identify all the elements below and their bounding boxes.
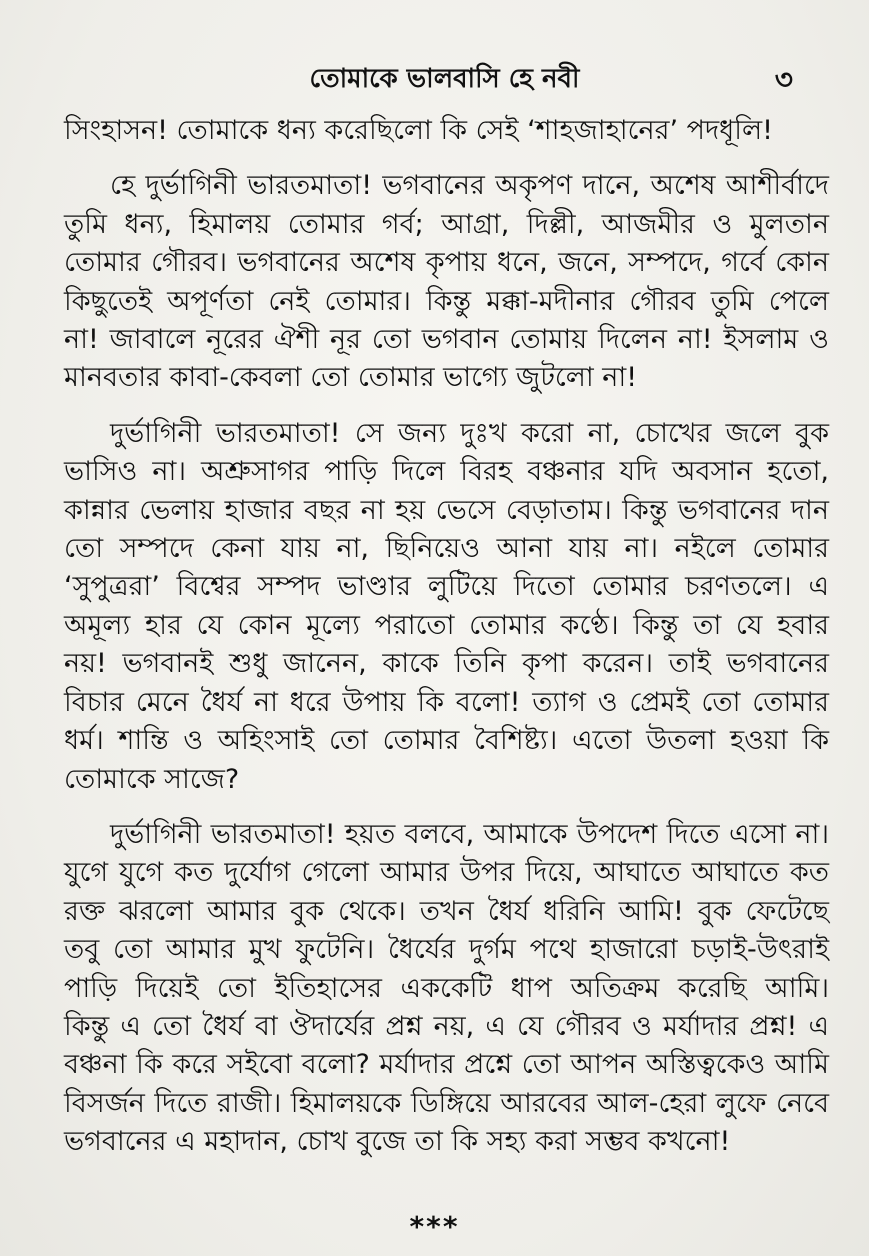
text-line: দুর্ভাগিনী ভারতমাতা! হয়ত বলবে, আমাকে উপদেশ দিতে এসো না। <box>110 818 829 850</box>
page-number: ৩ <box>774 63 793 96</box>
text-line: সিংহাসন! তোমাকে ধন্য করেছিলো কি সেই ‘শাহজাহানের’ পদধূলি! <box>64 115 773 146</box>
text-line: মানবতার কাবা-কেবলা তো তোমার ভাগ্যে জুটলো না! <box>64 362 638 394</box>
text-line: বিসর্জন দিতে রাজী। হিমালয়কে ডিঙ্গিয়ে আরবের আল-হেরা লুফে নেবে <box>64 1087 829 1119</box>
text-line: ‘সুপুত্ররা’ বিশ্বের সম্পদ ভাণ্ডার লুটিয়ে দিতো তোমার চরণতলে। এ <box>64 571 829 603</box>
body-text <box>64 112 829 1179</box>
running-title: তোমাকে ভালবাসি হে নবী <box>309 64 580 94</box>
text-line: হে দুর্ভাগিনী ভারতমাতা! ভগবানের অকৃপণ দানে, অশেষ আশীর্বাদে <box>110 170 829 202</box>
section-end-mark: *** <box>409 1210 460 1243</box>
text-line: কান্নার ভেলায় হাজার বছর না হয় ভেসে বেড়াতাম। কিন্তু ভগবানের দান <box>64 494 829 526</box>
text-line: কিছুতেই অপূর্ণতা নেই তোমার। কিন্তু মক্কা-মদীনার গৌরব তুমি পেলে <box>64 285 829 317</box>
running-header <box>60 58 829 98</box>
text-line: তোমাকে সাজে? <box>64 763 240 795</box>
text-line: কিন্তু এ তো ধৈর্য বা ঔদার্যের প্রশ্ন নয়, এ যে গৌরব ও মর্যাদার প্রশ্ন! এ <box>64 1010 829 1042</box>
paragraph <box>64 816 829 1162</box>
text-line: দুর্ভাগিনী ভারতমাতা! সে জন্য দুঃখ করো না, চোখের জলে বুক <box>110 417 829 449</box>
text-line: না! জাবালে নূরের ঐশী নূর তো ভগবান তোমায় দিলেন না! ইসলাম ও <box>64 324 829 356</box>
text-line: অমূল্য হার যে কোন মূল্যে পরাতো তোমার কণ্ঠে। কিন্তু তা যে হবার <box>64 609 829 641</box>
text-line: তবু তো আমার মুখ ফুটেনি। ধৈর্যের দুর্গম পথে হাজারো চড়াই-উৎরাই <box>64 934 829 966</box>
text-line: ধর্ম। শান্তি ও অহিংসাই তো তোমার বৈশিষ্ট্য। এতো উতলা হওয়া কি <box>64 725 829 757</box>
text-line: তো সম্পদে কেনা যায় না, ছিনিয়েও আনা যায় না। নইলে তোমার <box>64 533 829 565</box>
text-line: তুমি ধন্য, হিমালয় তোমার গর্ব; আগ্রা, দিল্লী, আজমীর ও মুলতান <box>64 208 829 240</box>
text-line: বঞ্চনা কি করে সইবো বলো? মর্যাদার প্রশ্নে তো আপন অস্তিত্বকেও আমি <box>64 1049 829 1081</box>
text-line: পাড়ি দিয়েই তো ইতিহাসের এককেটি ধাপ অতিক্রম করেছি আমি। <box>64 972 829 1004</box>
text-line: রক্ত ঝরলো আমার বুক থেকে। তখন ধৈর্য ধরিনি আমি! বুক ফেটেছে <box>64 895 829 927</box>
paragraph <box>64 112 829 150</box>
text-line: ভগবানের এ মহাদান, চোখ বুজে তা কি সহ্য করা সম্ভব কখনো! <box>64 1126 731 1158</box>
text-line: ভাসিও না। অশ্রুসাগর পাড়ি দিলে বিরহ বঞ্চনার যদি অবসান হতো, <box>64 456 829 488</box>
paragraph <box>64 415 829 799</box>
text-line: তোমার গৌরব। ভগবানের অশেষ কৃপায় ধনে, জনে, সম্পদে, গর্বে কোন <box>64 247 829 279</box>
text-line: বিচার মেনে ধৈর্য না ধরে উপায় কি বলো! ত্যাগ ও প্রেমই তো তোমার <box>64 686 829 718</box>
text-line: যুগে যুগে কত দুর্যোগ গেলো আমার উপর দিয়ে, আঘাতে আঘাতে কত <box>64 857 829 889</box>
paragraph <box>64 167 829 397</box>
text-line: নয়! ভগবানই শুধু জানেন, কাকে তিনি কৃপা করেন। তাই ভগবানের <box>64 648 829 680</box>
